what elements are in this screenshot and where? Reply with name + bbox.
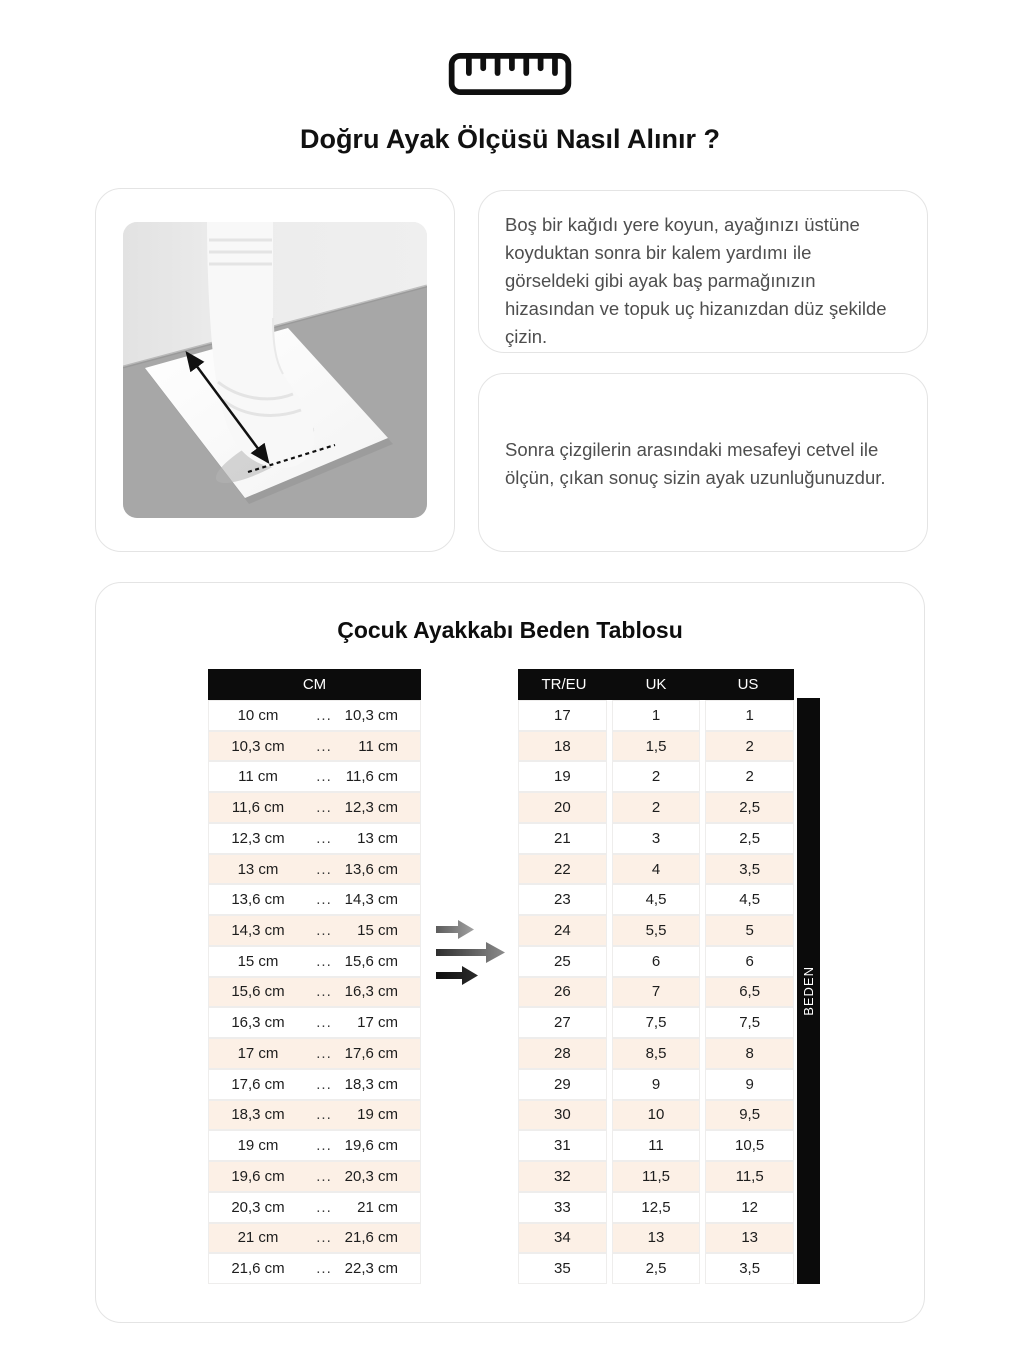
cm-separator: ...: [316, 1106, 332, 1124]
size-cell: 12: [705, 1192, 794, 1223]
size-cell: 2: [705, 761, 794, 792]
cm-from: 11,6 cm: [231, 799, 285, 817]
size-table-row: [518, 946, 794, 977]
size-cell: 28: [518, 1038, 607, 1069]
cm-to: 16,3 cm: [344, 983, 398, 1001]
size-table-row: [518, 700, 794, 731]
size-cell: 23: [518, 884, 607, 915]
size-table-row: [518, 1069, 794, 1100]
cm-table-header: [208, 669, 421, 700]
cm-separator: ...: [316, 706, 332, 724]
cm-from: 10 cm: [237, 706, 279, 724]
cm-to: 22,3 cm: [344, 1260, 398, 1278]
cm-to: 15 cm: [357, 922, 398, 940]
size-cell: 9: [705, 1069, 794, 1100]
cm-separator: ...: [316, 1198, 332, 1216]
size-cell: 12,5: [612, 1192, 701, 1223]
size-table-row: [518, 1161, 794, 1192]
cm-separator: ...: [316, 860, 332, 878]
cm-from: 21 cm: [237, 1229, 279, 1247]
size-table-row: [518, 1223, 794, 1254]
size-cell: 27: [518, 1007, 607, 1038]
cm-separator: ...: [316, 891, 332, 909]
cm-to: 10,3 cm: [344, 706, 398, 724]
cm-from: 19 cm: [237, 1137, 279, 1155]
size-cell: 9: [612, 1069, 701, 1100]
cm-to: 13 cm: [357, 829, 398, 847]
cm-table-row: [208, 792, 421, 823]
cm-table-row: [208, 1007, 421, 1038]
size-table-row: [518, 915, 794, 946]
cm-separator: ...: [316, 829, 332, 847]
size-cell: 3,5: [705, 854, 794, 885]
size-cell: 18: [518, 731, 607, 762]
cm-to: 19,6 cm: [344, 1137, 398, 1155]
size-cell: 4: [612, 854, 701, 885]
cm-table-row: [208, 1069, 421, 1100]
size-cell: 6: [612, 946, 701, 977]
instruction-step1-text: Boş bir kağıdı yere koyun, ayağınızı üstüne koyduktan sonra bir kalem yardımı ile görseldeki gibi ayak baş parmağınızın hizasından ve topuk uç hizanızdan düz şekilde çizin.: [505, 214, 887, 347]
cm-table-row: [208, 731, 421, 762]
size-cell: 1,5: [612, 731, 701, 762]
cm-to: 18,3 cm: [344, 1075, 398, 1093]
size-cell: 30: [518, 1100, 607, 1131]
size-table-row: [518, 884, 794, 915]
page-title: Doğru Ayak Ölçüsü Nasıl Alınır ?: [299, 124, 721, 154]
instruction-card-1: [478, 190, 928, 353]
cm-separator: ...: [316, 922, 332, 940]
size-cell: 26: [518, 977, 607, 1008]
size-cell: 5,5: [612, 915, 701, 946]
size-cell: 2: [612, 792, 701, 823]
size-cell: 2: [612, 761, 701, 792]
size-cell: 24: [518, 915, 607, 946]
size-cell: 31: [518, 1130, 607, 1161]
size-cell: 5: [705, 915, 794, 946]
cm-from: 16,3 cm: [231, 1014, 285, 1032]
size-cell: 2,5: [705, 792, 794, 823]
size-cell: 20: [518, 792, 607, 823]
size-table-row: [518, 1130, 794, 1161]
cm-from: 13 cm: [237, 860, 279, 878]
size-cell: 25: [518, 946, 607, 977]
size-table-row: [518, 854, 794, 885]
cm-table-row: [208, 761, 421, 792]
cm-table-body: [208, 700, 421, 1284]
size-cell: 29: [518, 1069, 607, 1100]
size-cell: 1: [705, 700, 794, 731]
cm-separator: ...: [316, 1014, 332, 1032]
size-header-label: UK: [645, 676, 667, 693]
cm-to: 20,3 cm: [344, 1167, 398, 1185]
cm-separator: ...: [316, 1137, 332, 1155]
size-cell: 9,5: [705, 1100, 794, 1131]
cm-from: 11 cm: [238, 768, 278, 786]
size-cell: 7,5: [705, 1007, 794, 1038]
cm-to: 17 cm: [357, 1014, 398, 1032]
cm-table-row: [208, 884, 421, 915]
size-cell: 4,5: [612, 884, 701, 915]
size-cell: 35: [518, 1253, 607, 1284]
size-cell: 1: [612, 700, 701, 731]
size-table-row: [518, 731, 794, 762]
size-header-label: TR/EU: [541, 676, 587, 693]
size-cell: 6: [705, 946, 794, 977]
cm-table-row: [208, 977, 421, 1008]
instruction-card-2: [478, 373, 928, 552]
cm-table-row: [208, 915, 421, 946]
size-table-row: [518, 1038, 794, 1069]
cm-separator: ...: [316, 768, 332, 786]
cm-from: 15,6 cm: [231, 983, 285, 1001]
size-cell: 17: [518, 700, 607, 731]
cm-header-label: CM: [302, 676, 327, 693]
size-cell: 4,5: [705, 884, 794, 915]
cm-separator: ...: [316, 1229, 332, 1247]
size-table-row: [518, 1100, 794, 1131]
size-cell: 6,5: [705, 977, 794, 1008]
instruction-step2-text: Sonra çizgilerin arasındaki mesafeyi cetvel ile ölçün, çıkan sonuç sizin ayak uzunluğunuzdur.: [505, 438, 886, 488]
cm-from: 15 cm: [237, 952, 279, 970]
cm-table-row: [208, 1038, 421, 1069]
size-table-row: [518, 1007, 794, 1038]
beden-side-bar: [797, 698, 820, 1284]
cm-from: 17,6 cm: [231, 1075, 285, 1093]
size-chart-title: Çocuk Ayakkabı Beden Tablosu: [337, 617, 683, 643]
cm-table-row: [208, 823, 421, 854]
cm-from: 13,6 cm: [231, 891, 285, 909]
cm-to: 14,3 cm: [344, 891, 398, 909]
cm-to: 13,6 cm: [344, 860, 398, 878]
size-cell: 13: [705, 1223, 794, 1254]
cm-separator: ...: [316, 1075, 332, 1093]
size-cell: 21: [518, 823, 607, 854]
size-cell: 34: [518, 1223, 607, 1254]
cm-from: 10,3 cm: [231, 737, 285, 755]
cm-table-row: [208, 1192, 421, 1223]
foot-measurement-photo: [123, 222, 427, 518]
size-table-row: [518, 761, 794, 792]
size-cell: 10,5: [705, 1130, 794, 1161]
cm-table-row: [208, 1161, 421, 1192]
size-table-row: [518, 823, 794, 854]
size-cell: 33: [518, 1192, 607, 1223]
cm-separator: ...: [316, 1167, 332, 1185]
cm-table-row: [208, 946, 421, 977]
beden-label: BEDEN: [801, 966, 816, 1016]
cm-from: 14,3 cm: [231, 922, 285, 940]
cm-table-row: [208, 1100, 421, 1131]
cm-table-row: [208, 1223, 421, 1254]
cm-table-row: [208, 854, 421, 885]
cm-separator: ...: [316, 952, 332, 970]
size-header-label: US: [737, 676, 759, 693]
size-cell: 11,5: [705, 1161, 794, 1192]
size-table-header: [518, 669, 794, 700]
size-cell: 3: [612, 823, 701, 854]
size-cell: 2,5: [705, 823, 794, 854]
cm-table-row: [208, 700, 421, 731]
size-cell: 13: [612, 1223, 701, 1254]
cm-from: 21,6 cm: [231, 1260, 285, 1278]
cm-from: 20,3 cm: [231, 1198, 285, 1216]
size-table-row: [518, 792, 794, 823]
cm-separator: ...: [316, 1260, 332, 1278]
cm-from: 19,6 cm: [231, 1167, 285, 1185]
size-cell: 7,5: [612, 1007, 701, 1038]
size-cell: 11,5: [612, 1161, 701, 1192]
cm-from: 17 cm: [237, 1044, 279, 1062]
ruler-icon: [0, 52, 1020, 101]
cm-table-row: [208, 1130, 421, 1161]
size-chart-card: [95, 582, 925, 1323]
cm-from: 18,3 cm: [231, 1106, 285, 1124]
cm-to: 11,6 cm: [345, 768, 398, 786]
foot-photo-card: [95, 188, 455, 552]
cm-to: 11 cm: [358, 737, 398, 755]
cm-separator: ...: [316, 737, 332, 755]
cm-table-row: [208, 1253, 421, 1284]
size-cell: 11: [612, 1130, 701, 1161]
size-table-row: [518, 1253, 794, 1284]
cm-to: 17,6 cm: [344, 1044, 398, 1062]
size-table-body: [518, 700, 794, 1284]
size-cell: 8: [705, 1038, 794, 1069]
transfer-arrows-icon: [436, 919, 512, 994]
cm-to: 21 cm: [357, 1198, 398, 1216]
size-cell: 2: [705, 731, 794, 762]
size-cell: 19: [518, 761, 607, 792]
size-cell: 8,5: [612, 1038, 701, 1069]
size-cell: 3,5: [705, 1253, 794, 1284]
cm-to: 19 cm: [357, 1106, 398, 1124]
size-cell: 32: [518, 1161, 607, 1192]
size-cell: 22: [518, 854, 607, 885]
size-cell: 2,5: [612, 1253, 701, 1284]
cm-to: 15,6 cm: [344, 952, 398, 970]
cm-separator: ...: [316, 1044, 332, 1062]
size-table-row: [518, 977, 794, 1008]
cm-to: 21,6 cm: [344, 1229, 398, 1247]
cm-to: 12,3 cm: [344, 799, 398, 817]
size-table-row: [518, 1192, 794, 1223]
cm-separator: ...: [316, 799, 332, 817]
cm-from: 12,3 cm: [231, 829, 285, 847]
cm-separator: ...: [316, 983, 332, 1001]
size-cell: 7: [612, 977, 701, 1008]
size-cell: 10: [612, 1100, 701, 1131]
